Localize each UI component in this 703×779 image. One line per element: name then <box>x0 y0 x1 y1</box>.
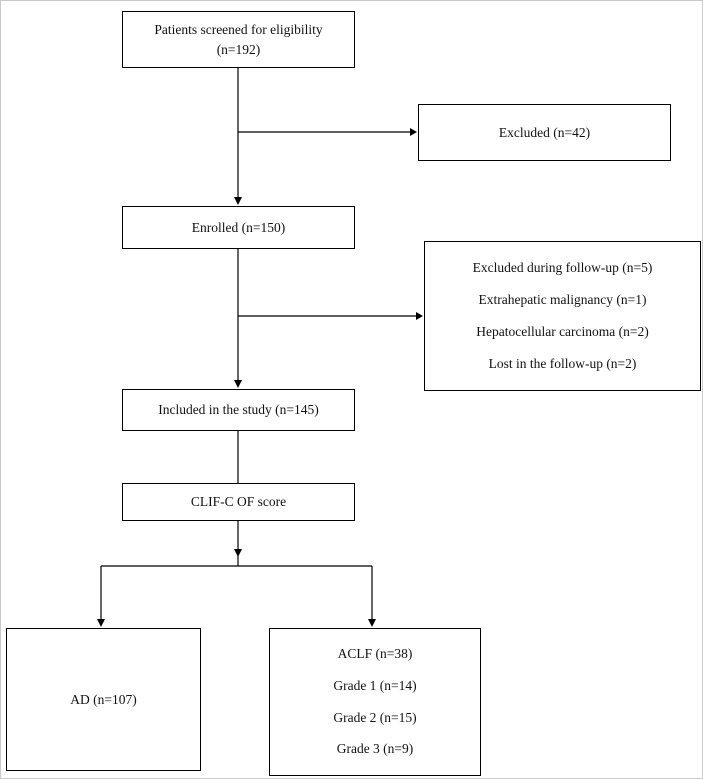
box-excluded-during-followup <box>424 241 701 391</box>
arrow-branch-to-excluded-followup <box>238 312 423 320</box>
box-aclf-line2: Grade 1 (n=14) <box>333 678 417 694</box>
box-ad-label: AD (n=107) <box>70 691 137 707</box>
box-aclf <box>269 628 481 776</box>
box-enrolled <box>122 206 355 249</box>
box-aclf-line1: ACLF (n=38) <box>337 646 413 662</box>
box-clif-c-of-score <box>122 483 355 521</box>
box-clif-label: CLIF-C OF score <box>190 494 287 510</box>
box-patients-screened-line2: (n=192) <box>216 41 261 57</box>
box-enrolled-label: Enrolled (n=150) <box>191 219 286 235</box>
box-included-in-study <box>122 389 355 431</box>
box-included-label: Included in the study (n=145) <box>158 402 319 418</box>
arrow-screened-to-enrolled <box>234 68 242 205</box>
box-excluded <box>418 104 671 161</box>
box-aclf-line4: Grade 3 (n=9) <box>336 741 414 757</box>
arrow-branch-to-excluded <box>238 128 417 136</box>
excluded-followup-line3: Hepatocellular carcinoma (n=2) <box>476 323 649 339</box>
box-ad <box>6 628 201 771</box>
arrow-clif-to-split <box>234 521 242 566</box>
arrow-split-to-aclf <box>368 566 376 627</box>
excluded-followup-line4: Lost in the follow-up (n=2) <box>488 355 637 371</box>
box-excluded-label: Excluded (n=42) <box>498 124 591 140</box>
excluded-followup-line1: Excluded during follow-up (n=5) <box>472 259 653 275</box>
arrow-split-to-ad <box>97 566 105 627</box>
arrow-enrolled-to-included <box>234 249 242 388</box>
box-patients-screened-line1: Patients screened for eligibility <box>154 21 323 37</box>
box-patients-screened <box>122 11 355 68</box>
box-aclf-line3: Grade 2 (n=15) <box>333 709 417 725</box>
excluded-followup-line2: Extrahepatic malignancy (n=1) <box>478 291 647 307</box>
